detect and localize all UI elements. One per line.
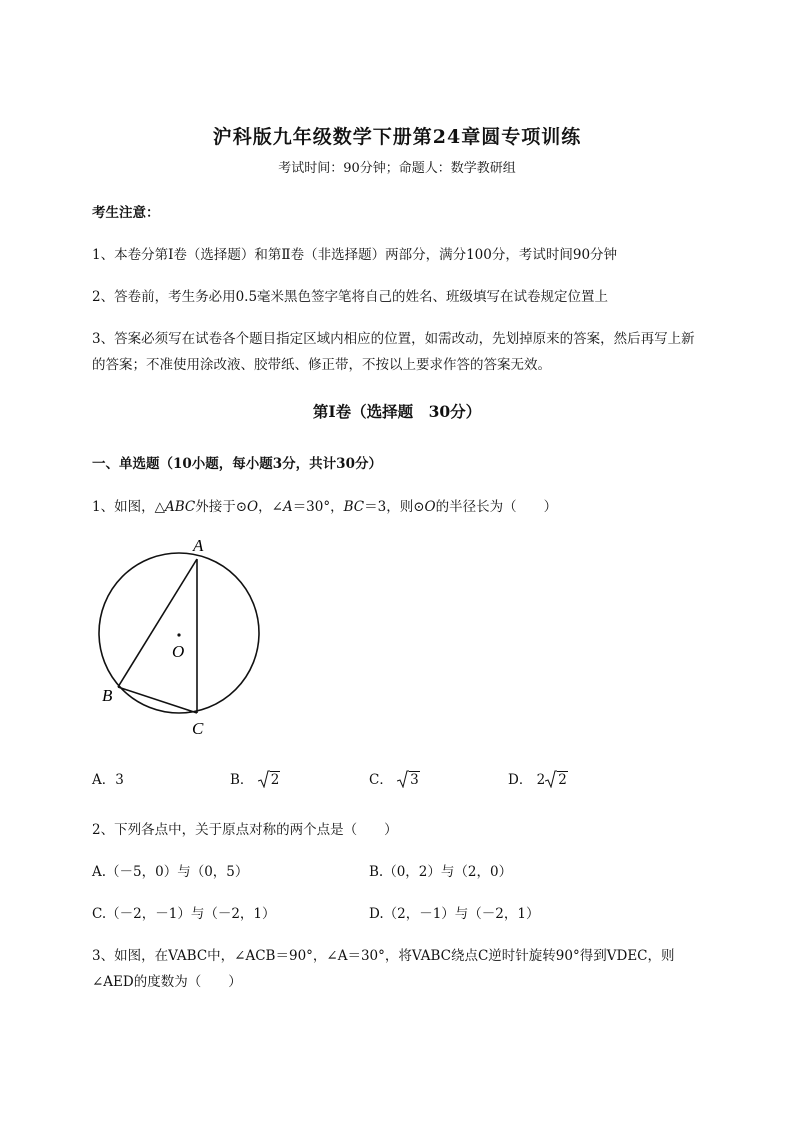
- notice-item-2: 2、答卷前，考生务必用0.5毫米黑色签字笔将自己的姓名、班级填写在试卷规定位置上: [92, 289, 609, 305]
- question-3: 3、如图，在VABC中，∠ACB＝90°，∠A＝30°，将VABC绕点C逆时针旋转90°得到VDEC，则: [92, 948, 675, 964]
- sqrt-sign-icon: [397, 770, 409, 788]
- sqrt-sign-icon: [545, 770, 557, 788]
- question-2: 2、下列各点中，关于原点对称的两个点是（ ）: [92, 822, 398, 838]
- section-title: 第I卷（选择题 30分）: [312, 402, 482, 421]
- part-heading: 一、单选题（10小题，每小题3分，共计30分）: [92, 456, 382, 472]
- page-title: 沪科版九年级数学下册第24章圆专项训练: [212, 126, 582, 148]
- notice-item-3-cont: 的答案；不准使用涂改液、胶带纸、修正带，不按以上要求作答的答案无效。: [92, 357, 551, 373]
- label-c: C: [192, 719, 204, 738]
- q1-option-c[interactable]: C． 3: [369, 772, 419, 788]
- q1-option-b[interactable]: B． 2: [230, 772, 280, 788]
- q1-option-d[interactable]: D． 2 2: [508, 772, 567, 788]
- exam-subtitle: 考试时间：90分钟；命题人：数学教研组: [278, 161, 516, 176]
- q1-option-a[interactable]: A．3: [92, 772, 124, 788]
- center-point: [177, 633, 180, 636]
- label-o: O: [172, 642, 185, 661]
- label-b: B: [102, 686, 113, 705]
- notice-heading: 考生注意：: [92, 205, 160, 221]
- notice-item-3: 3、答案必须写在试卷各个题目指定区域内相应的位置，如需改动，先划掉原来的答案，然后再写上新: [92, 331, 695, 347]
- side-ab: [118, 559, 197, 687]
- question-3-cont: ∠AED的度数为（ ）: [92, 974, 242, 990]
- sqrt-sign-icon: [258, 770, 270, 788]
- notice-item-1: 1、本卷分第I卷（选择题）和第Ⅱ卷（非选择题）两部分，满分100分，考试时间90分钟: [92, 247, 618, 263]
- label-a: A: [193, 536, 204, 555]
- q2-option-c[interactable]: C.（－2，－1）与（－2，1）: [92, 906, 276, 922]
- side-bc: [118, 687, 197, 713]
- q2-option-d[interactable]: D.（2，－1）与（－2，1）: [369, 906, 540, 922]
- q2-option-a[interactable]: A.（－5，0）与（0，5）: [92, 864, 249, 880]
- q2-option-b[interactable]: B.（0，2）与（2，0）: [369, 864, 513, 880]
- question-1: 1、如图，△ABC外接于⊙O，∠A＝30°，BC＝3，则⊙O的半径长为（ ）: [92, 499, 558, 515]
- circle-triangle-figure: [90, 532, 275, 742]
